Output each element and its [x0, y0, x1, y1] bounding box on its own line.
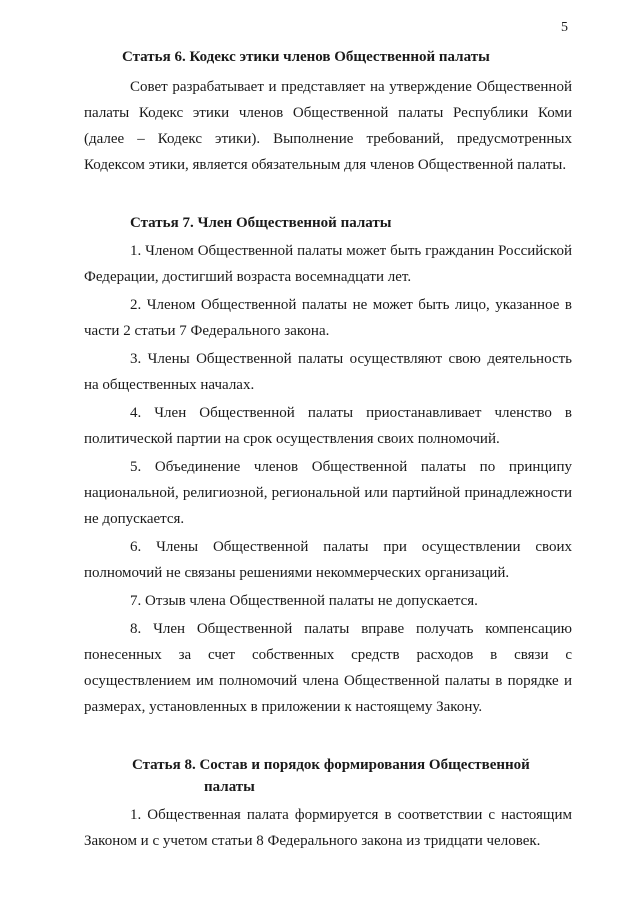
article-7-item-3: 3. Члены Общественной палаты осуществляют свою деятельность на общественных началах. — [84, 351, 572, 393]
article-6-heading: Статья 6. Кодекс этики членов Общественной палаты — [122, 49, 490, 65]
article-8-heading-line-2: палаты — [204, 779, 255, 795]
article-6-paragraph-1: Совет разрабатывает и представляет на утверждение Общественной палаты Кодекс этики членов Общественной палаты Республики Коми (далее – Кодекс этики). Выполнение требований, предусмотренных Кодексом этики, является обязательным для членов Общественной палаты. — [84, 79, 572, 173]
page-number: 5 — [561, 20, 568, 35]
article-8-heading — [132, 754, 572, 798]
article-7-item-5: 5. Объединение членов Общественной палаты по принципу национальной, религиозной, региональной или партийной принадлежности не допускается. — [84, 459, 572, 527]
article-7-item-1: 1. Членом Общественной палаты может быть гражданин Российской Федерации, достигший возраста восемнадцати лет. — [84, 243, 572, 285]
document-body — [84, 46, 572, 856]
article-7-heading: Статья 7. Член Общественной палаты — [130, 215, 392, 231]
article-8-item-1: 1. Общественная палата формируется в соответствии с настоящим Законом и с учетом статьи 8 Федерального закона из тридцати человек. — [84, 807, 572, 849]
article-7-item-4: 4. Член Общественной палаты приостанавливает членство в политической партии на срок осуществления своих полномочий. — [84, 405, 572, 447]
article-7-item-8: 8. Член Общественной палаты вправе получать компенсацию понесенных за счет собственных средств расходов в связи с осуществлением им полномочий члена Общественной палаты в порядке и размерах, установленных в приложении к настоящему Закону. — [84, 621, 572, 715]
article-7-item-7: 7. Отзыв члена Общественной палаты не допускается. — [130, 593, 478, 609]
article-8-heading-line-1: Статья 8. Состав и порядок формирования Общественной — [132, 757, 530, 773]
article-7-item-2: 2. Членом Общественной палаты не может быть лицо, указанное в части 2 статьи 7 Федерального закона. — [84, 297, 572, 339]
article-7-item-6: 6. Члены Общественной палаты при осуществлении своих полномочий не связаны решениями некоммерческих организаций. — [84, 539, 572, 581]
